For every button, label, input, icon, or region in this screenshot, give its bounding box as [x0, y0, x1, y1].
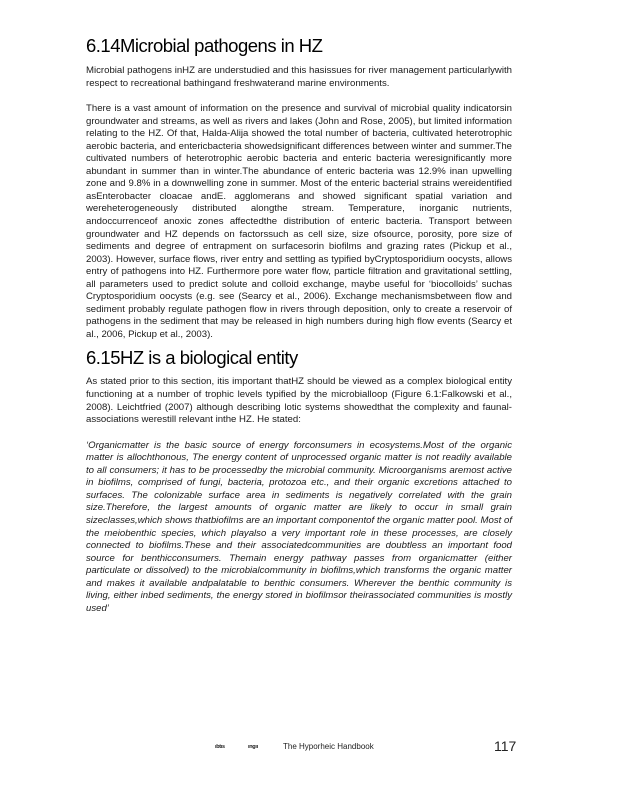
- block-quote-leichtfried: ‘Organicmatter is the basic source of energy forconsumers in ecosystems.Most of the organic matter is allochthonous, The energy content of unprocessed organic matter is not readily available to all consumers; it has to be processedby the microbial community. Microorganisms aremost active in biofilms, comprised of fungi, bacteria, protozoa etc., and their organic excretions attached to surfaces. The colonizable surface area in sediments is negatively correlated with the grain size.Therefore, the largest amounts of organic matter are likely to occur in small grain sizeclasses,which shows thatbiofilms are an important componentof the organic matter pool. Most of the meiobenthic species, which playalso a very important role in these processes, are closely connected to biofilms.These and their associatedcommunities are doubtless an important food source for benthicconsumers. Themain energy pathway passes from organicmatter (either particulate or dissolved) to the microbialcommunity in biofilms,which transforms the organic matter and makes it available andpalatable to benthic consumers. Wherever the benthic community is living, either inbed sediments, the energy stored in biofilmsor theirassociated communities is mostly used’: [86, 439, 512, 614]
- page-content: [86, 34, 512, 615]
- paragraph-microbial-indicators: There is a vast amount of information on the presence and survival of microbial quality indicatorsin groundwater and streams, as well as rivers and lakes (John and Rose, 2005), but limited information relating to the HZ. Of that, Halda-Alija showed the total number of bacteria, cultivated heterotrophic aerobic bacteria, and entericbacteria showedsignificant differences between winter and summer.The cultivated numbers of heterotrophic aerobic bacteria and enteric bacteria weresignificantly more abundant in summer than in winter.The abundance of enteric bacteria was 12.9% inan upwelling zone and 9.8% in a downwelling zone in summer. Most of the enteric bacterial strains wereidentified asEnterobacter cloacae andE. agglomerans and showed significant spatial variation and wereheterogeneously distributed alongthe stream. Temperature, inorganic nutrients, andoccurrenceof anoxic zones affectedthe distribution of enteric bacteria. Transport between groundwater and HZ depends on factorssuch as cell size, size ofsource, porosity, pore size of sediments and degree of entrapment on surfacesorin biofilms and grazing rates (Pickup et al., 2003). However, surface flows, river entry and settling as typified byCryptosporidium oocysts, allows entry of pathogens into HZ. Furthermore pore water flow, particle filtration and gravitational settling, all parameters used to predict solute and colloid exchange, maybe useful for ‘biocolloids’ suchas Cryptosporidium oocysts (e.g. see (Searcy et al., 2006). Exchange mechanismsbetween flow and sediment probably regulate pathogen flow in rivers through deposition, only to create a reservoir of pathogens in the sediment that may be released in high numbers during high flow events (Searcy et al., 2006, Pickup et al., 2003).: [86, 103, 512, 340]
- footer-logo-left: ıbtıs: [215, 744, 225, 750]
- section-heading-6-14: 6.14Microbial pathogens in HZ: [86, 35, 323, 56]
- page-number: 117: [494, 738, 517, 754]
- paragraph-biological-entity: As stated prior to this section, itis important thatHZ should be viewed as a complex biological entity functioning at a number of trophic levels typified by the microbialloop (Figure 6.1:Falkowski et al., 2008). Leichtfried (2007) although describing lotic systems showedthat the complexity and faunal-associations werestill relevant inthe HZ. He stated:: [86, 376, 512, 426]
- section-heading-6-15: 6.15HZ is a biological entity: [86, 347, 298, 369]
- footer-logo-right: ıngıı: [248, 744, 258, 750]
- paragraph-intro: Microbial pathogens inHZ are understudied and this hasissues for river management particularlywith respect to recreational bathingand freshwaterand marine environments.: [86, 65, 512, 89]
- page-footer: [0, 740, 618, 760]
- footer-book-title: The Hyporheic Handbook: [283, 742, 374, 751]
